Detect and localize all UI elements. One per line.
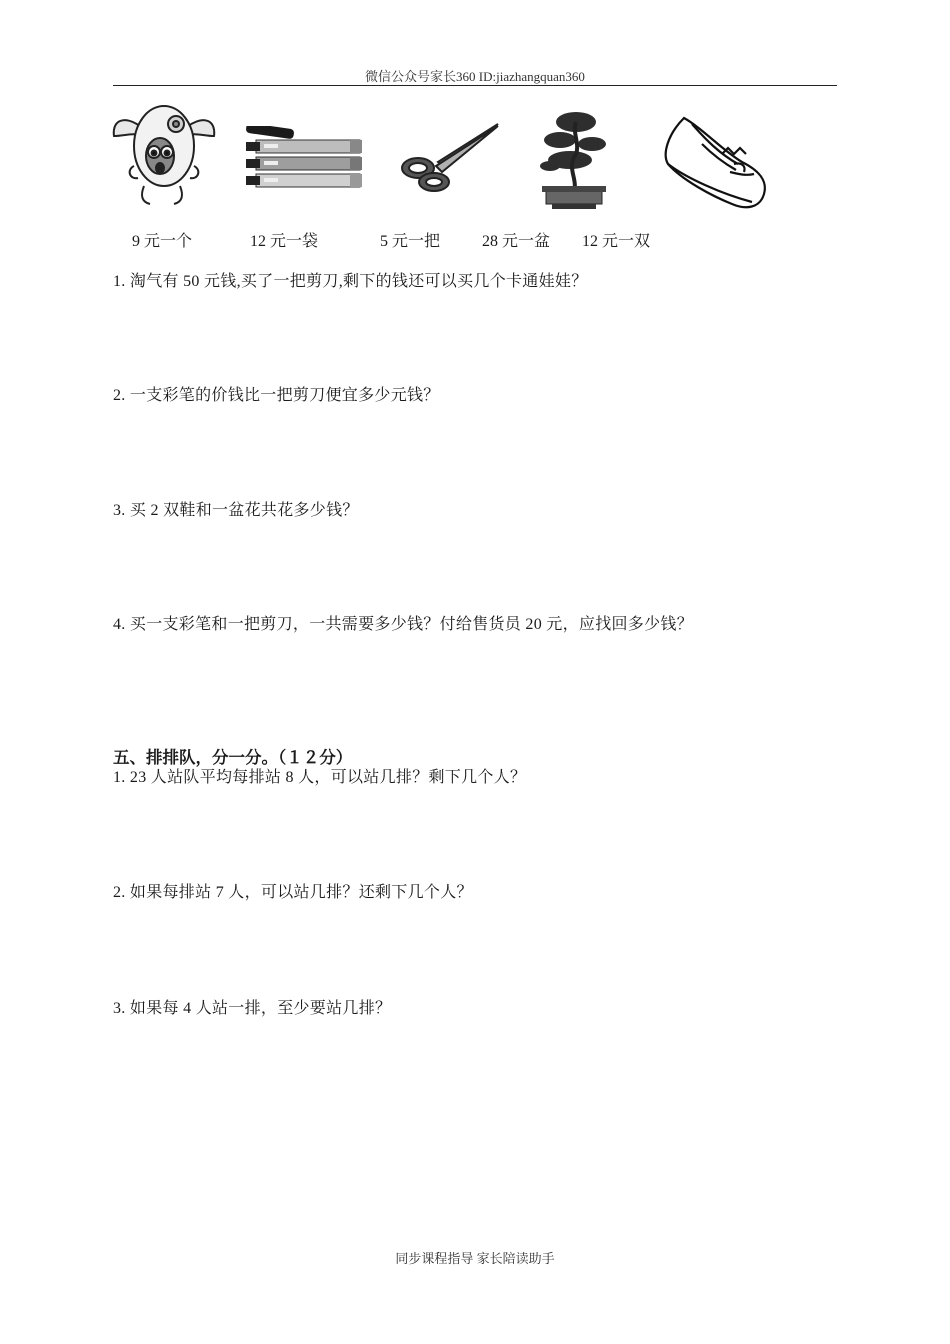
- question-text: 1. 淘气有 50 元钱,买了一把剪刀,剩下的钱还可以买几个卡通娃娃？: [113, 273, 588, 290]
- section-title: 五、排排队，分一分。（１２分）: [113, 748, 353, 767]
- question-text: 2. 一支彩笔的价钱比一把剪刀便宜多少元钱？: [113, 387, 440, 404]
- page-footer: 同步课程指导 家长陪读助手: [395, 1251, 555, 1266]
- question-text: 4. 买一支彩笔和一把剪刀，一共需要多少钱？付给售货员 20 元，应找回多少钱？: [113, 616, 694, 633]
- bonsai-icon: [536, 108, 612, 212]
- question-text: 3. 买 2 双鞋和一盆花共花多少钱？: [113, 502, 359, 519]
- price-label: 9 元一个: [132, 233, 193, 250]
- marker-pens-icon: [242, 126, 368, 192]
- price-label: 12 元一双: [582, 233, 651, 250]
- page-header: 微信公众号家长360 ID:jiazhangquan360: [365, 69, 585, 84]
- question-text: 3. 如果每 4 人站一排，至少要站几排？: [113, 1000, 392, 1017]
- price-label: 5 元一把: [380, 233, 441, 250]
- price-label: 12 元一袋: [250, 233, 319, 250]
- shoe-icon: [662, 114, 774, 212]
- scissors-icon: [398, 122, 502, 192]
- price-label: 28 元一盆: [482, 233, 551, 250]
- header-divider: [113, 85, 837, 86]
- cartoon-doll-icon: [110, 96, 218, 210]
- question-text: 2. 如果每排站 7 人，可以站几排？还剩下几个人？: [113, 884, 473, 901]
- question-text: 1. 23 人站队平均每排站 8 人，可以站几排？剩下几个人？: [113, 769, 527, 786]
